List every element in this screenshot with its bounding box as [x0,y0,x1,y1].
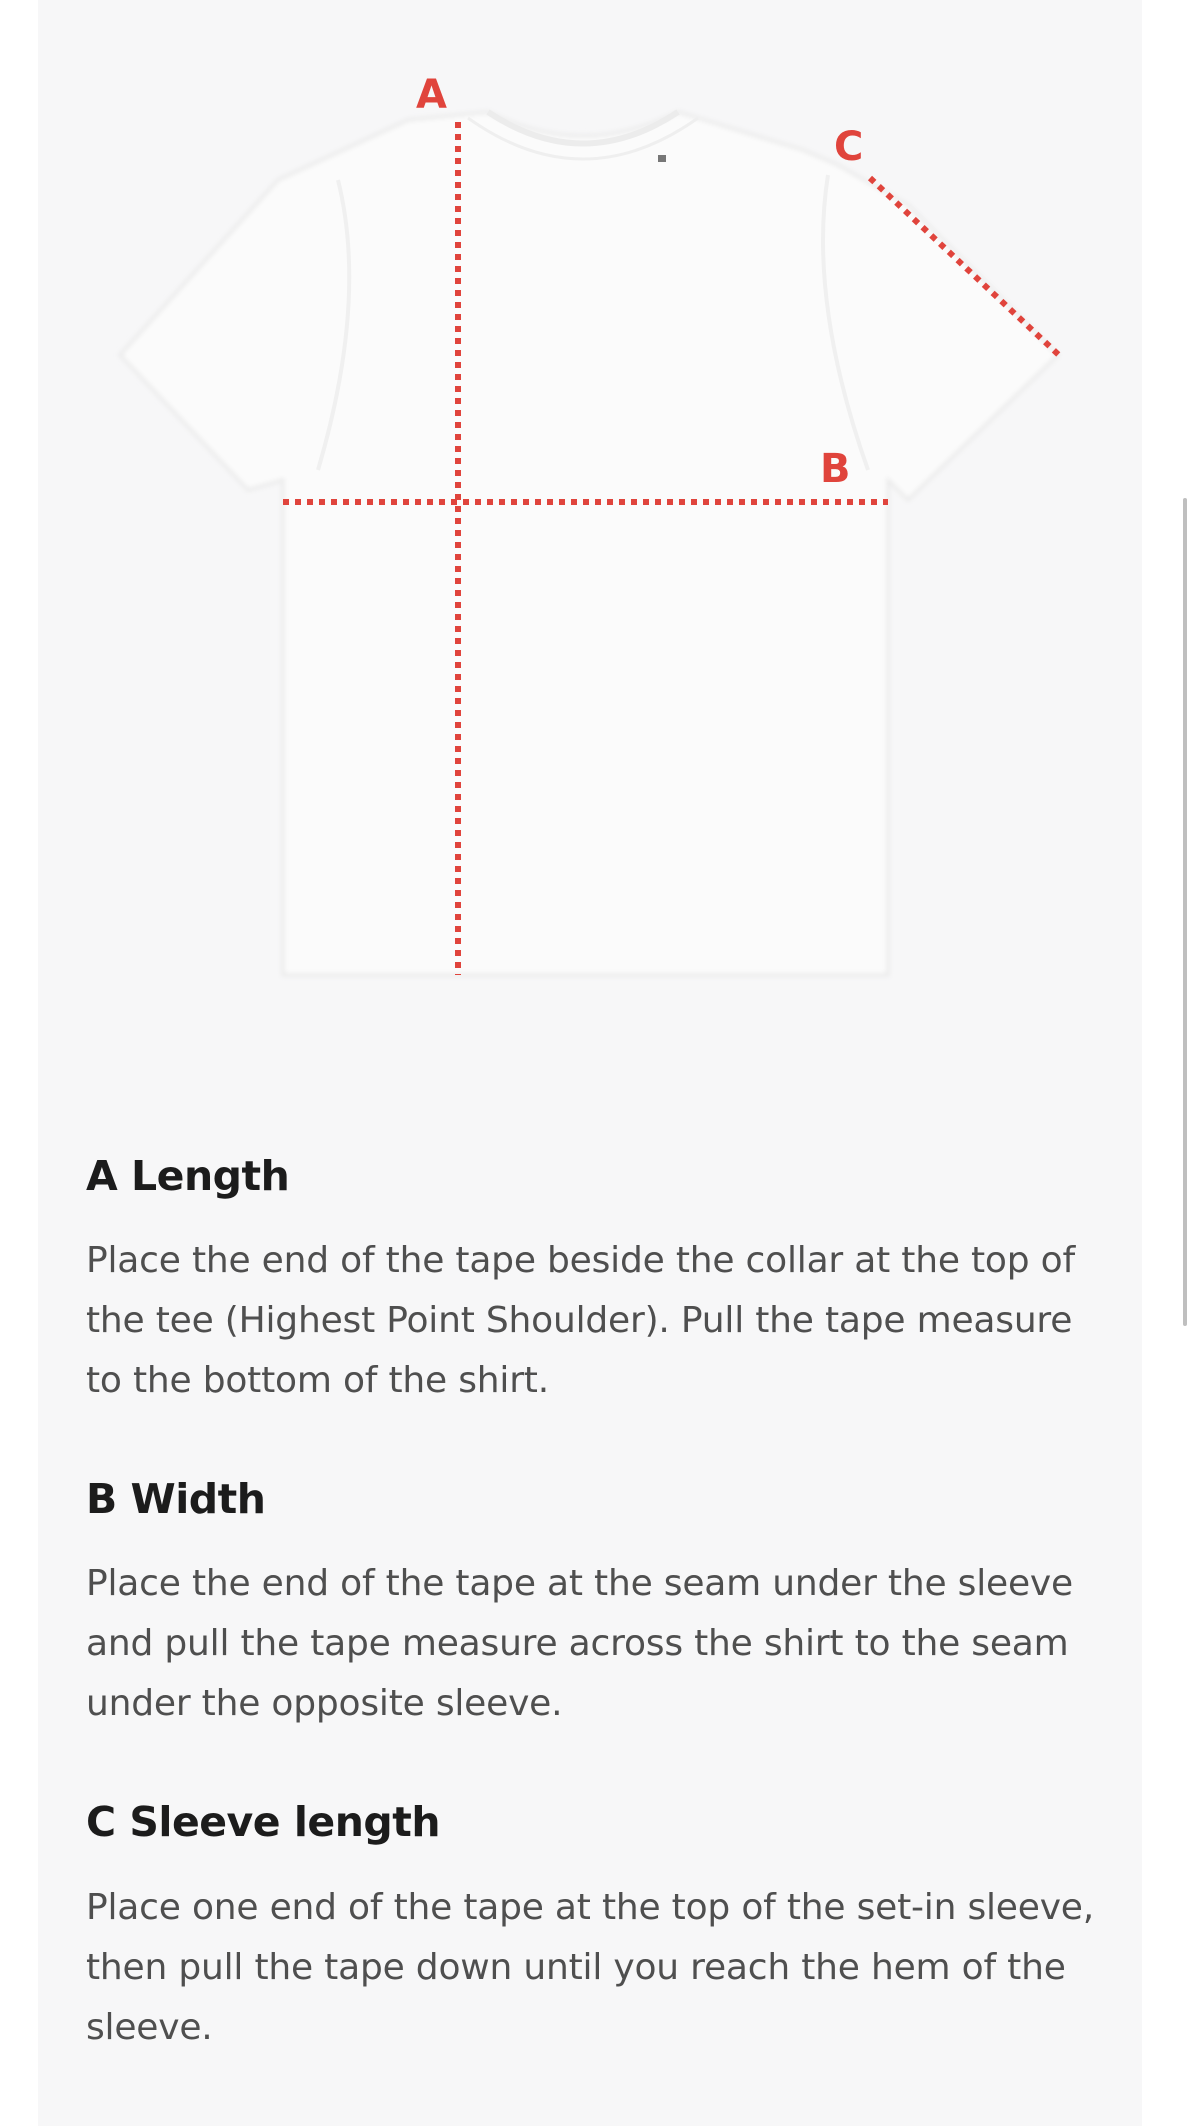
section-heading-width: B Width [86,1475,266,1524]
section-body-sleeve-length: Place one end of the tape at the top of the set-in sleeve, then pull the tape down until you reach the hem of the sleeve. [86,1886,1095,2048]
label-a: A [416,72,447,118]
label-c: C [834,124,864,170]
section-length [86,1152,1096,1411]
section-heading-length: A Length [86,1152,290,1200]
section-width [86,1475,1096,1734]
tshirt-measurement-diagram [38,0,1142,1060]
label-b: B [820,446,851,492]
section-sleeve-length [86,1798,1096,2057]
tshirt-shape [120,112,1058,975]
tshirt-diagram-svg [38,0,1142,1060]
tag-icon [658,155,666,162]
section-body-width: Place the end of the tape at the seam under the sleeve and pull the tape measure across the shirt to the seam under the opposite sleeve. [86,1563,1073,1725]
measurement-instructions [86,1152,1096,2122]
section-heading-sleeve-length: C Sleeve length [86,1798,441,1847]
size-guide-panel [38,0,1142,2126]
section-body-length: Place the end of the tape beside the collar at the top of the tee (Highest Point Shoulder). Pull the tape measure to the bottom of the shirt. [86,1240,1075,1402]
scrollbar[interactable] [1183,498,1187,1326]
